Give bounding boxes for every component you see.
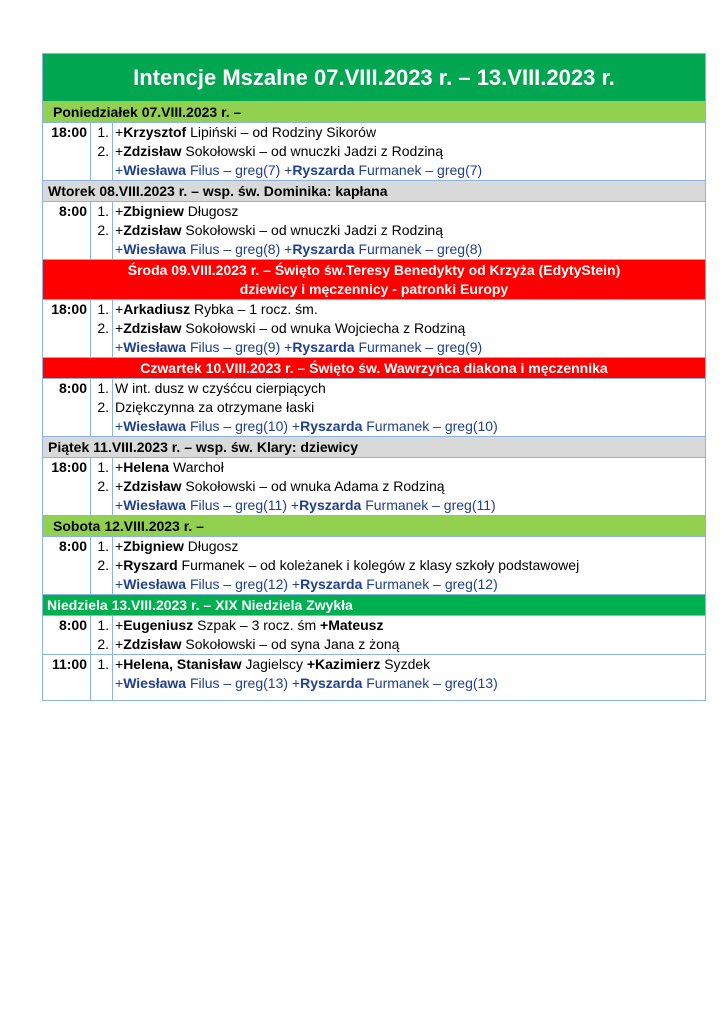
intention-text: +Zbigniew Długosz bbox=[115, 538, 239, 554]
mass-block bbox=[43, 201, 705, 259]
gregorian-intention: +Wiesława Filus – greg(8) +Ryszarda Furmanek – greg(8) bbox=[115, 241, 483, 257]
mass-time: 8:00 bbox=[58, 538, 87, 554]
day-header-wednesday bbox=[43, 259, 705, 299]
intention-text: +Ryszard Furmanek – od koleżanek i kolegów z klasy szkoły podstawowej bbox=[115, 557, 580, 573]
intention-text: +Zbigniew Długosz bbox=[115, 203, 239, 219]
intention-number bbox=[91, 417, 112, 436]
page-title: Intencje Mszalne 07.VIII.2023 r. – 13.VIII.2023 r. bbox=[43, 54, 705, 101]
day-header-line: Środa 09.VIII.2023 r. – Święto św.Teresy Benedykty od Krzyża (EdytyStein) bbox=[127, 262, 621, 278]
gregorian-intention: +Wiesława Filus – greg(7) +Ryszarda Furmanek – greg(7) bbox=[115, 162, 483, 178]
intention-number: 1. bbox=[97, 380, 109, 396]
intention-text: +Zdzisław Sokołowski – od syna Jana z żoną bbox=[115, 636, 400, 652]
day-header-line: dziewicy i męczennicy - patronki Europy bbox=[239, 281, 509, 297]
intention-text: +Krzysztof Lipiński – od Rodziny Sikorów bbox=[115, 124, 377, 140]
intention-number bbox=[91, 240, 112, 259]
gregorian-intention: +Wiesława Filus – greg(9) +Ryszarda Furmanek – greg(9) bbox=[115, 339, 483, 355]
day-header-friday: Piątek 11.VIII.2023 r. – wsp. św. Klary: dziewicy bbox=[43, 436, 705, 457]
gregorian-intention: +Wiesława Filus – greg(10) +Ryszarda Furmanek – greg(10) bbox=[115, 418, 498, 434]
intention-number bbox=[91, 161, 112, 180]
intention-text: +Helena Warchoł bbox=[115, 459, 224, 475]
mass-time: 18:00 bbox=[51, 459, 87, 475]
intention-text: +Zdzisław Sokołowski – od wnuka Wojciecha z Rodziną bbox=[115, 320, 466, 336]
intention-number: 2. bbox=[97, 399, 109, 415]
intention-number: 1. bbox=[97, 124, 109, 140]
gregorian-intention: +Wiesława Filus – greg(11) +Ryszarda Furmanek – greg(11) bbox=[115, 497, 496, 513]
day-header-monday: Poniedziałek 07.VIII.2023 r. – bbox=[43, 101, 705, 122]
mass-time: 18:00 bbox=[51, 301, 87, 317]
intention-text: W int. dusz w czyśćcu cierpiących bbox=[115, 380, 326, 396]
mass-block bbox=[43, 654, 705, 700]
intentions-table bbox=[42, 53, 706, 701]
mass-block bbox=[43, 615, 705, 654]
intention-number: 1. bbox=[97, 203, 109, 219]
intention-number: 2. bbox=[97, 636, 109, 652]
intention-text: +Eugeniusz Szpak – 3 rocz. śm +Mateusz bbox=[115, 617, 384, 633]
day-header-tuesday: Wtorek 08.VIII.2023 r. – wsp. św. Dominika: kapłana bbox=[43, 180, 705, 201]
intention-text: +Zdzisław Sokołowski – od wnuczki Jadzi z Rodziną bbox=[115, 143, 444, 159]
mass-block bbox=[43, 378, 705, 436]
intention-number: 2. bbox=[97, 478, 109, 494]
intention-number: 2. bbox=[97, 222, 109, 238]
intention-number bbox=[91, 496, 112, 515]
mass-block bbox=[43, 457, 705, 515]
intention-number: 1. bbox=[97, 459, 109, 475]
gregorian-intention: +Wiesława Filus – greg(13) +Ryszarda Furmanek – greg(13) bbox=[115, 675, 498, 691]
mass-time: 11:00 bbox=[51, 656, 87, 672]
intention-number: 1. bbox=[97, 301, 109, 317]
mass-time: 8:00 bbox=[58, 203, 87, 219]
intention-number bbox=[91, 575, 112, 594]
intention-number: 1. bbox=[97, 656, 109, 672]
mass-time: 18:00 bbox=[51, 124, 87, 140]
mass-time: 8:00 bbox=[58, 617, 87, 633]
intention-number: 1. bbox=[97, 617, 109, 633]
mass-block bbox=[43, 299, 705, 357]
day-header-thursday: Czwartek 10.VIII.2023 r. – Święto św. Wawrzyńca diakona i męczennika bbox=[43, 357, 705, 378]
intention-number: 2. bbox=[97, 557, 109, 573]
intention-text: +Zdzisław Sokołowski – od wnuczki Jadzi z Rodziną bbox=[115, 222, 444, 238]
mass-block bbox=[43, 122, 705, 180]
day-header-sunday: Niedziela 13.VIII.2023 r. – XIX Niedziela Zwykła bbox=[43, 594, 705, 615]
day-header-saturday: Sobota 12.VIII.2023 r. – bbox=[43, 515, 705, 536]
intention-text: +Zdzisław Sokołowski – od wnuka Adama z Rodziną bbox=[115, 478, 445, 494]
intention-number bbox=[91, 674, 112, 693]
intention-number bbox=[91, 338, 112, 357]
intention-number: 1. bbox=[97, 538, 109, 554]
intention-number: 2. bbox=[97, 320, 109, 336]
mass-block bbox=[43, 536, 705, 594]
intention-text: +Arkadiusz Rybka – 1 rocz. śm. bbox=[115, 301, 318, 317]
mass-time: 8:00 bbox=[58, 380, 87, 396]
intention-text: Dziękczynna za otrzymane łaski bbox=[115, 399, 315, 415]
intention-number: 2. bbox=[97, 143, 109, 159]
intention-text: +Helena, Stanisław Jagielscy +Kazimierz Syzdek bbox=[115, 656, 431, 672]
gregorian-intention: +Wiesława Filus – greg(12) +Ryszarda Furmanek – greg(12) bbox=[115, 576, 498, 592]
